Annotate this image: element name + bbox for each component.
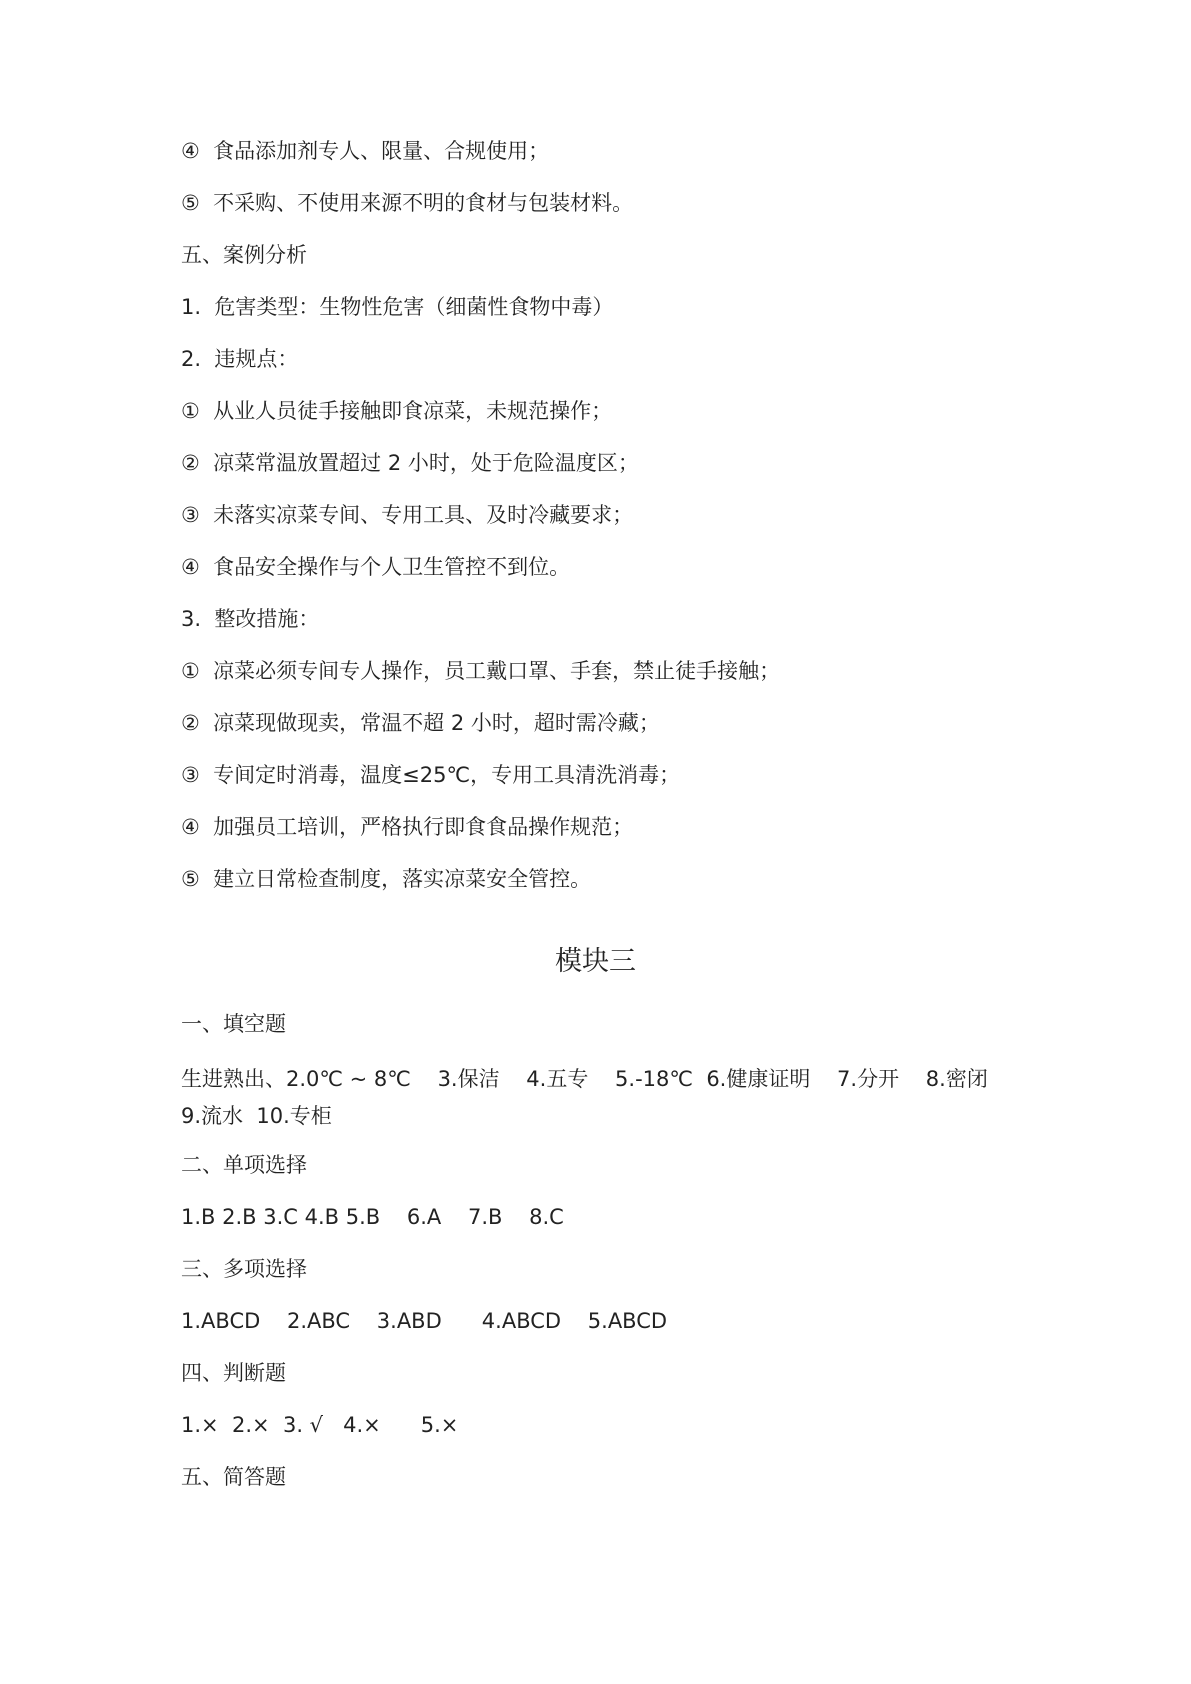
list-item: 3. 整改措施： xyxy=(181,607,320,631)
list-item: 2. 违规点： xyxy=(181,347,299,371)
module-title: 模块三 xyxy=(555,946,636,977)
list-item: ⑤ 建立日常检查制度，落实凉菜安全管控。 xyxy=(181,867,592,891)
list-item: ④ 食品添加剂专人、限量、合规使用； xyxy=(181,139,550,163)
list-item: ① 从业人员徒手接触即食凉菜，未规范操作； xyxy=(181,399,613,423)
list-item: ① 凉菜必须专间专人操作，员工戴口罩、手套，禁止徒手接触； xyxy=(181,659,781,683)
list-item: ② 凉菜常温放置超过 2 小时，处于危险温度区； xyxy=(181,451,639,475)
answer-line: 1.B 2.B 3.C 4.B 5.B 6.A 7.B 8.C xyxy=(181,1205,564,1229)
page-top xyxy=(181,136,1011,916)
list-item: 1. 危害类型：生物性危害（细菌性食物中毒） xyxy=(181,295,614,319)
list-item: ⑤ 不采购、不使用来源不明的食材与包装材料。 xyxy=(181,191,634,215)
answer-line: 1.ABCD 2.ABC 3.ABD 4.ABCD 5.ABCD xyxy=(181,1309,668,1333)
answer-line: 生进熟出、2.0℃ ~ 8℃ 3.保洁 4.五专 5.-18℃ 6.健康证明 7.分开 8.密闭 9.流水 10.专柜 xyxy=(181,1067,1015,1128)
section-heading: 一、填空题 xyxy=(181,1012,286,1036)
section-heading: 五、简答题 xyxy=(181,1465,286,1489)
list-item: ② 凉菜现做现卖，常温不超 2 小时，超时需冷藏； xyxy=(181,711,660,735)
section-heading: 五、案例分析 xyxy=(181,243,307,267)
list-item: ③ 专间定时消毒，温度≤25℃，专用工具清洗消毒； xyxy=(181,763,681,787)
section-heading: 二、单项选择 xyxy=(181,1153,307,1177)
page-bottom xyxy=(181,1009,1015,1514)
section-heading: 三、多项选择 xyxy=(181,1257,307,1281)
answer-line: 1.× 2.× 3. √ 4.× 5.× xyxy=(181,1413,459,1437)
list-item: ④ 食品安全操作与个人卫生管控不到位。 xyxy=(181,555,571,579)
list-item: ④ 加强员工培训，严格执行即食食品操作规范； xyxy=(181,815,634,839)
list-item: ③ 未落实凉菜专间、专用工具、及时冷藏要求； xyxy=(181,503,634,527)
section-heading: 四、判断题 xyxy=(181,1361,286,1385)
